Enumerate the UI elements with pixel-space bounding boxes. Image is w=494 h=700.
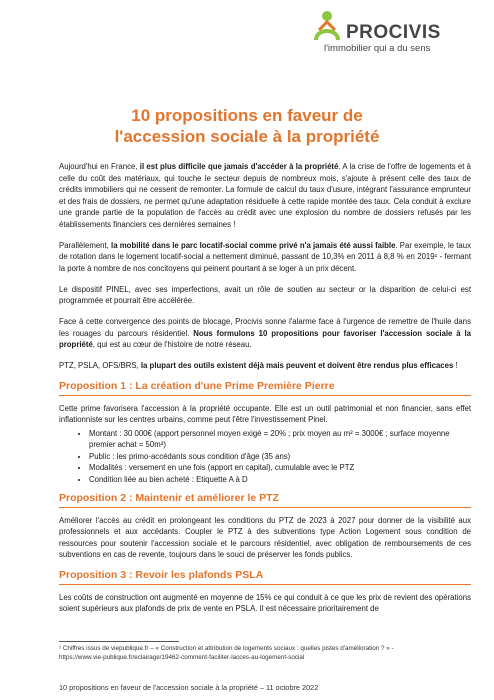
paragraph-1: Aujourd'hui en France, il est plus difficile que jamais d'accéder à la propriété. A la crise de l'offre de logements et à celle du coût des matériaux, qui touche le secteur depuis de nombreux mois, s'ajoute à présent celle des taux de crédits immobiliers qui ne cessent de remonter. La formule de calcul du taux d'usure, intégrant l'assurance emprunteur et des frais de dossiers, ne permet qu'une adaptation résiduelle à cette rapide montée des taux. Cela conduit à exclure une grande partie de la population de l'accès au crédit avec une explosion du nombre de dossiers refusés par les établissements financiers ces dernières semaines ! [59,162,472,229]
paragraph-3: Le dispositif PINEL, avec ses imperfections, avait un rôle de soutien au secteur or la disparition de celui-ci est programmée et pourrait être accélérée. [59,284,471,305]
list-item: • Condition liée au bien acheté : Etiquette A à D [89,474,471,486]
proposition-3-text: Les coûts de construction ont augmenté en moyenne de 15% ce qui conduit à ce que les prix de revient des opérations soient supérieurs aux plafonds de prix de vente en PSLA. Il est nécessaire prioritairement de [59,592,471,613]
logo-name: PROCIVIS [346,22,441,43]
page-footer: 10 propositions en faveur de l'accession sociale à la propriété – 11 octobre 2022 [59,683,319,692]
document-body [59,161,471,624]
footnote-divider [59,641,179,642]
title-line-1: 10 propositions en faveur de [131,106,363,125]
footnote-link[interactable]: https://www.vie-publique.fr/eclairage/19462-comment-faciliter-lacces-au-logement-social [59,653,305,661]
procivis-logo-icon [312,10,342,42]
proposition-2-heading: Proposition 2 : Maintenir et améliorer le PTZ [59,493,471,508]
proposition-3-heading: Proposition 3 : Revoir les plafonds PSLA [59,570,471,585]
footnote [59,645,479,662]
proposition-1-list [59,428,471,486]
list-item: • Montant : 30 000€ (apport personnel moyen exigé = 20% ; prix moyen au m² = 3000€ ; surface moyenne premier achat = 50m²) [89,428,471,451]
page-title [0,105,494,147]
title-line-2: l'accession sociale à la propriété [114,127,380,146]
paragraph-4: Face à cette convergence des points de blocage, Procivis sonne l'alarme face à l'urgence de remettre de l'huile dans les rouages du parcours résidentiel. Nous formulons 10 propositions pour favoriser l'accession sociale à la propriété, qui est au cœur de l'histoire de notre réseau. [59,317,471,349]
list-item: • Modalités : versement en une fois (apport en capital), cumulable avec le PTZ [89,462,471,474]
paragraph-2: Parallèlement, la mobilité dans le parc locatif-social comme privé n'a jamais été aussi faible. Par exemple, le taux de rotation dans le logement locatif-social a nettement diminué, passant de 10,3% en 2011 à 8,8 % en 2019¹ - fermant la porte à nombre de nos concitoyens qui peinent pourtant à se loger à un prix décent. [59,240,471,273]
proposition-1-heading: Proposition 1 : La création d'une Prime Première Pierre [59,381,471,396]
proposition-1-intro: Cette prime favorisera l'accession à la propriété occupante. Elle est un outil patrimonial et non financier, sans effet inflationniste sur les centres urbains, comme peut l'être l'investissement Pinel. [59,403,471,424]
procivis-logo [312,10,472,58]
paragraph-5: PTZ, PSLA, OFS/BRS, la plupart des outils existent déjà mais peuvent et doivent être rendus plus efficaces ! [59,361,458,370]
proposition-2-text: Améliorer l'accès au crédit en prolongeant les conditions du PTZ de 2023 à 2027 pour donner de la visibilité aux professionnels et aux accédants. Coupler le PTZ à des subventions type Action Logement sous condition de ressources pour soutenir l'accession sociale et le parcours résidentiel, avec obligation de remboursements de ces subventions en cas de revente, toujours dans le souci de préserver les fonds publics. [59,515,471,559]
logo-tagline: l'immobilier qui a du sens [324,43,431,54]
list-item: • Public : les primo-accédants sous condition d'âge (35 ans) [89,451,471,463]
footnote-text: ¹ Chiffres issus de viepublique.fr – « Construction et attribution de logements sociaux : quelles pistes d'amélioration ? » - [59,645,394,652]
